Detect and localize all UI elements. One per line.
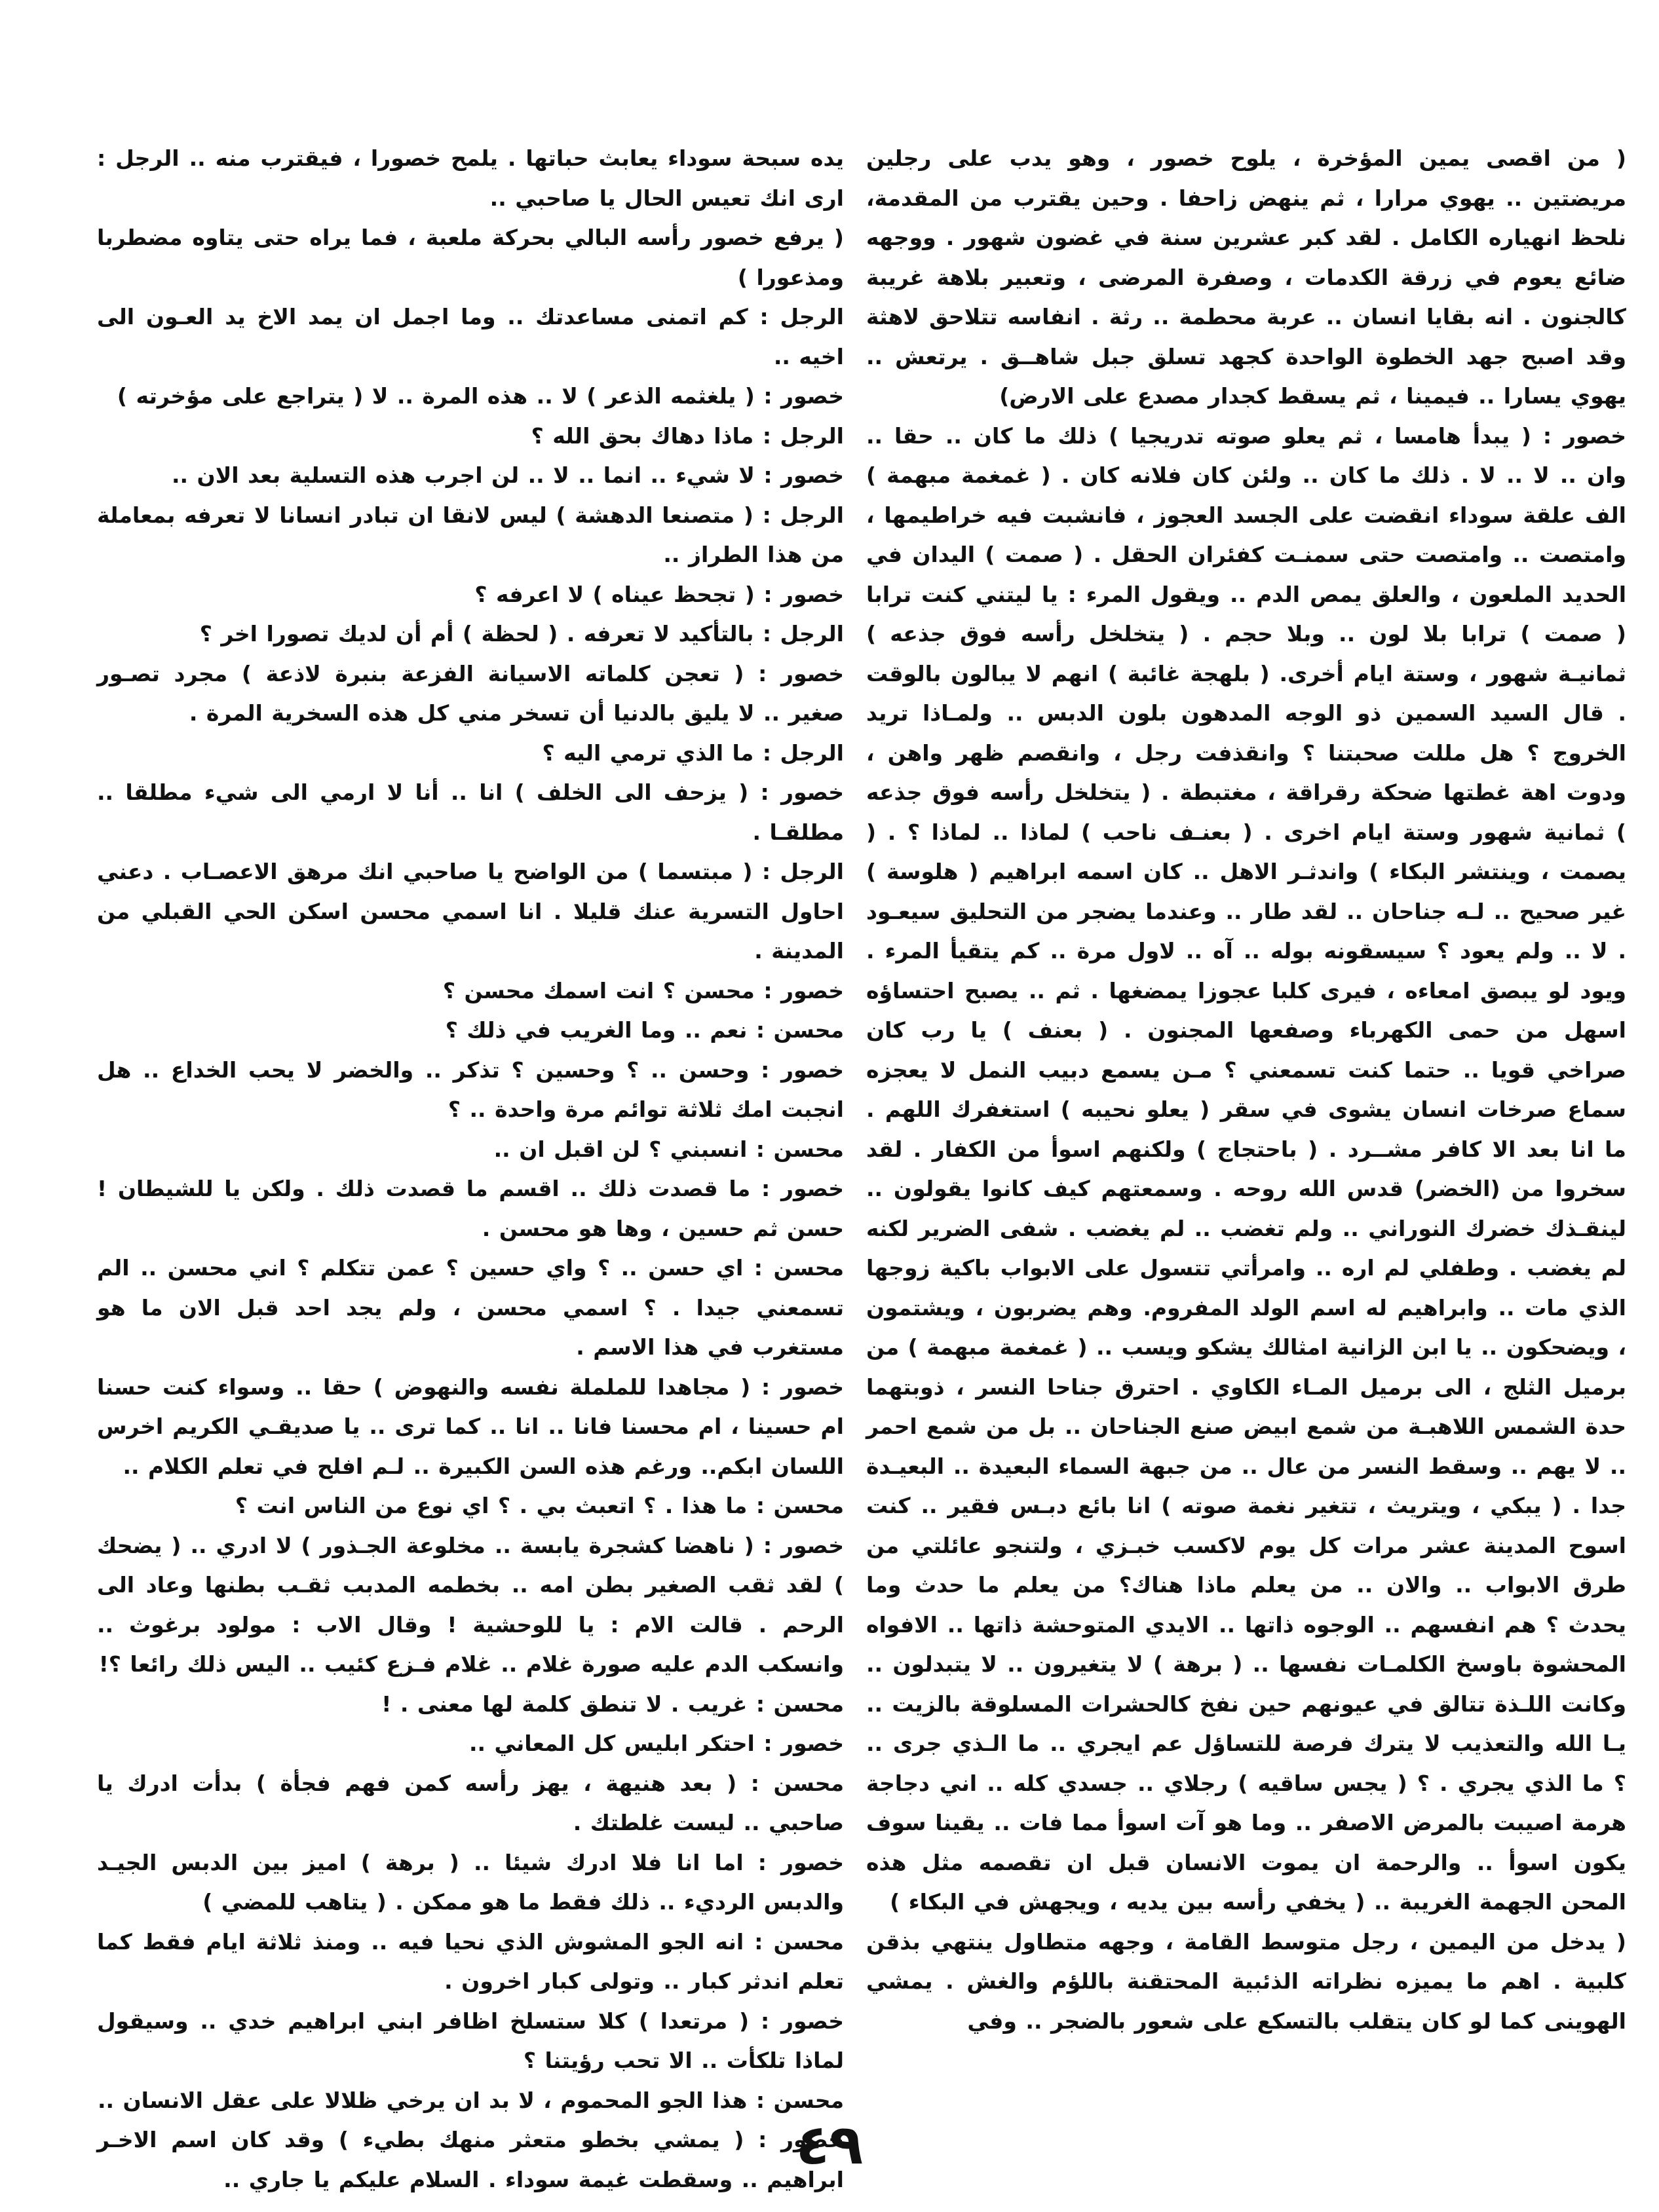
- dialogue-line: خصور : احتكر ابليس كل المعاني ..: [468, 1731, 844, 1756]
- dialogue-line: خصور : ( يمشي بخطو متعثر منهك بطيء ) وقد كان اسم الاخـر ابراهيم .. وسقطت غيمة سوداء . السلام عليكم يا جاري ..: [97, 2127, 844, 2192]
- dialogue-line: خصور : محسن ؟ انت اسمك محسن ؟: [442, 977, 844, 1003]
- dialogue-line: محسن : انه الجو المشوش الذي نحيا فيه .. ومنذ ثلاثة ايام فقط كما تعلم اندثر كبار .. وتولى كبار اخرون .: [97, 1928, 844, 1994]
- dialogue-line: محسن : نعم .. وما الغريب في ذلك ؟: [445, 1017, 844, 1043]
- dialogue-line: الرجل : ماذا دهاك بحق الله ؟: [531, 422, 844, 449]
- dialogue-line: خصور : ( ناهضا كشجرة يابسة .. مخلوعة الجـذور ) لا ادري .. ( يضحك ) لقد ثقب الصغير بطن امه .. بخطمه المدبب ثقـب بطنها وعاد الى الرحم . قالت الام : يا للوحشية ! وقال الاب : مولود برغوث .. وانسكب الدم عليه صورة غلام .. غلام فـزع كئيب .. اليس ذلك رائعا ؟!: [97, 1532, 844, 1677]
- dialogue-line: خصور : ( تعجن كلماته الاسيانة الفزعة بنبرة لاذعة ) مجرد تصـور صغير .. لا يليق بالدنيا أن تسخر مني كل هذه السخرية المرة .: [97, 660, 844, 726]
- dialogue-line: خصور : لا شيء .. انما .. لا .. لن اجرب هذه التسلية بعد الان ..: [171, 462, 844, 488]
- dialogue-line: الرجل : كم اتمنى مساعدتك .. وما اجمل ان يمد الاخ يد العـون الى اخيه ..: [97, 304, 844, 369]
- dialogue-line: خصور : ( يلغثمه الذعر ) لا .. هذه المرة .. لا ( يتراجع على مؤخرته ): [117, 383, 844, 409]
- dialogue-line: خصور : ( مرتعدا ) كلا ستسلخ اظافر ابني ابراهيم خدي .. وسيقول لماذا تلكأت .. الا تحب رؤيتنا ؟: [97, 2008, 844, 2073]
- dialogue-line: محسن : هذا الجو المحموم ، لا بد ان يرخي ظلالا على عقل الانسان ..: [97, 2087, 844, 2113]
- dialogue-line: خصور : اما انا فلا ادرك شيئا .. ( برهة ) اميز بين الدبس الجيـد والدبس الرديء .. ذلك فقط ما هو ممكن . ( يتاهب للمضي ): [97, 1849, 844, 1915]
- stage-direction: ( من اقصى يمين المؤخرة ، يلوح خصور ، وهو يدب على رجلين مريضتين .. يهوي مرارا ، ثم ينهض زاحفا . وحين يقترب من المقدمة، نلحظ انهياره الكامل . لقد كبر عشرين سنة في غضون شهور . ووجهه ضائع يعوم في زرقة الكدمات ، وصفرة المرضى ، وتعبير بلاهة غريبة كالجنون . انه بقايا انسان .. عربة محطمة .. رثة . انفاسه تتلاحق لاهثة وقد اصبح جهد الخطوة الواحدة كجهد تسلق جبل شاهــق . يرتعش .. يهوي يسارا .. فيمينا ، ثم يسقط كجدار مصدع على الارض): [866, 145, 1626, 409]
- dialogue-line: الرجل : ما الذي ترمي اليه ؟: [542, 740, 844, 766]
- dialogue-line: يده سبحة سوداء يعابث حباتها . يلمح خصورا ، فيقترب منه .. الرجل : ارى انك تعيس الحال يا صاحبي ..: [97, 145, 844, 211]
- monologue-paragraph: خصور : ( يبدأ هامسا ، ثم يعلو صوته تدريجيا ) ذلك ما كان .. حقا .. وان .. لا .. لا . ذلك ما كان .. ولئن كان فلانه كان . ( غمغمة مبهمة ) الف علقة سوداء انقضت على الجسد العجوز ، فانشبت فيه خراطيمها ، وامتصت .. وامتصت حتى سمنـت كفئران الحقل . ( صمت ) اليدان في الحديد الملعون ، والعلق يمص الدم .. ويقول المرء : يا ليتني كنت ترابا ( صمت ) ترابا بلا لون .. وبلا حجم . ( يتخلخل رأسه فوق جذعه ) ثمانيـة شهور ، وستة ايام أخرى. ( بلهجة غائبة ) انهم لا يبالون بالوقت . قال السيد السمين ذو الوجه المدهون بلون الدبس .. ولمـاذا تريد الخروج ؟ هل مللت صحبتنا ؟ وانقذفت رجل ، وانقصم ظهر واهن ، ودوت اهة غطتها ضحكة رقراقة ، مغتبطة . ( يتخلخل رأسه فوق جذعه ) ثمانية شهور وستة ايام اخرى . ( بعنـف ناحب ) لماذا .. لماذا ؟ . ( يصمت ، وينتشر البكاء ) واندثـر الاهل .. كان اسمه ابراهيم ( هلوسة ) غير صحيح .. لـه جناحان .. لقد طار .. وعندما يضجر من التحليق سيعـود . لا .. ولم يعود ؟ سيسقونه بوله .. آه .. لاول مرة .. كم يتقيأ المرء . ويود لو يبصق امعاءه ، فيرى كلبا عجوزا يمضغها . ثم .. يصبح احتساؤه اسهل من حمى الكهرباء وصفعها المجنون . ( بعنف ) يا رب كان صراخي قويا .. حتما كنت تسمعني ؟ مـن يسمع دبيب النمل لا يعجزه سماع صرخات انسان يشوى في سقر ( يعلو نحيبه ) استغفرك اللهم . ما انا بعد الا كافر مشــرد . ( باحتجاج ) ولكنهم اسوأ من الكفار . لقد سخروا من (الخضر) قدس الله روحه . وسمعتهم كيف كانوا يقولون .. لينقـذك خضرك النوراني .. ولم تغضب .. لم يغضب . شفى الضرير لكنه لم يغضب . وطفلي لم اره .. وامرأتي تتسول على الابواب باكية زوجها الذي مات .. وابراهيم له اسم الولد المفروم. وهم يضربون ، ويشتمون ، ويضحكون .. يا ابن الزانية امثالك يشكو ويسب .. ( غمغمة مبهمة ) من برميل الثلج ، الى برميل المـاء الكاوي . احترق جناحا النسر ، ذوبتهما حدة الشمس اللاهبـة من شمع ابيض صنع الجناحان .. بل من شمع احمر .. لا يهم .. وسقط النسر من عال .. من جبهة السماء البعيدة .. البعيـدة جدا . ( يبكي ، ويتريث ، تتغير نغمة صوته ) انا بائع دبـس فقير .. كنت اسوح المدينة عشر مرات كل يوم لاكسب خبـزي ، ولتنجو عائلتي من طرق الابواب .. والان .. من يعلم ماذا هناك؟ من يعلم ما حدث وما يحدث ؟ هم انفسهم .. الوجوه ذاتها .. الايدي المتوحشة ذاتها .. الافواه المحشوة باوسخ الكلمـات نفسها .. ( برهة ) لا يتغيرون .. لا يتبدلون .. وكانت اللـذة تتالق في عيونهم حين نفخ كالحشرات المسلوقة بالزيت .. يـا الله والتعذيب لا يترك فرصة للتساؤل عم ايجري .. ما الـذي جرى .. ؟ ما الذي يجري . ؟ ( يجس ساقيه ) رجلاي .. جسدي كله .. اني دجاجة هرمة اصيبت بالمرض الاصفر .. وما هو آت اسوأ مما فات .. يقينا سوف يكون اسوأ .. والرحمة ان يموت الانسان قبل ان تقصمه مثل هذه المحن الجهمة الغريبة .. ( يخفي رأسه بين يديه ، ويجهش في البكاء ): [866, 422, 1626, 1915]
- dialogue-line: خصور : وحسن .. ؟ وحسين ؟ تذكر .. والخضر لا يحب الخداع .. هل انجبت امك ثلاثة توائم مرة واحدة .. ؟: [97, 1057, 844, 1122]
- right-column: [866, 139, 1626, 2071]
- dialogue-line: محسن : ( بعد هنيهة ، يهز رأسه كمن فهم فجأة ) بدأت ادرك يا صاحبي .. ليست غلطتك .: [97, 1770, 844, 1835]
- dialogue-line: الرجل : ( متصنعا الدهشة ) ليس لانقا ان تبادر انسانا لا تعرفه بمعاملة من هذا الطراز ..: [97, 502, 844, 567]
- dialogue-line: خصور : ( يزحف الى الخلف ) انا .. أنا لا ارمي الى شيء مطلقا .. مطلقـا .: [97, 779, 844, 845]
- dialogue-line: الرجل : بالتأكيد لا تعرفه . ( لحظة ) أم أن لديك تصورا اخر ؟: [199, 621, 844, 647]
- page-number: ٤٩: [795, 2112, 864, 2177]
- dialogue-line: محسن : ما هذا . ؟ اتعبث بي . ؟ اي نوع من الناس انت ؟: [235, 1493, 844, 1518]
- dialogue-line: خصور : ( تجحظ عيناه ) لا اعرفه ؟: [474, 581, 844, 607]
- dialogue-line: الرجل : ( مبتسما ) من الواضح يا صاحبي انك مرهق الاعصـاب . دعني احاول التسرية عنك قليلا . انا اسمي محسن اسكن الحي القبلي من المدينة .: [97, 859, 844, 964]
- dialogue-line: محسن : اي حسن .. ؟ واي حسين ؟ عمن تتكلم ؟ اني محسن .. الم تسمعني جيدا . ؟ اسمي محسن ، ولم يجد احد قبل الان ما هو مستغرب في هذا الاسم .: [97, 1255, 844, 1360]
- dialogue-line: محسن : غريب . لا تنطق كلمة لها معنى . !: [381, 1691, 844, 1717]
- stage-direction: ( يدخل من اليمين ، رجل متوسط القامة ، وجهه متطاول ينتهي بذقن كلبية . اهم ما يميزه نظراته الذئبية المحتقنة باللؤم والغش . يمشي الهوينى كما لو كان يتقلب بالتسكع على شعور بالضجر .. وفي: [866, 1928, 1626, 2034]
- dialogue-line: ( يرفع خصور رأسه البالي بحركة ملعبة ، فما يراه حتى يتاوه مضطربا ومذعورا ): [97, 225, 844, 290]
- dialogue-line: محسن : انسبني ؟ لن اقبل ان ..: [493, 1136, 844, 1162]
- dialogue-line: خصور : ما قصدت ذلك .. اقسم ما قصدت ذلك . ولكن يا للشيطان ! حسن ثم حسين ، وها هو محسن .: [97, 1176, 844, 1241]
- dialogue-line: خصور : ( مجاهدا للململة نفسه والنهوض ) حقا .. وسواء كنت حسنا ام حسينا ، ام محسنا فانا .. انا .. كما ترى .. يا صديقـي الكريم اخرس اللسان ابكم.. ورغم هذه السن الكبيرة .. لـم افلح في تعلم الكلام ..: [97, 1374, 844, 1479]
